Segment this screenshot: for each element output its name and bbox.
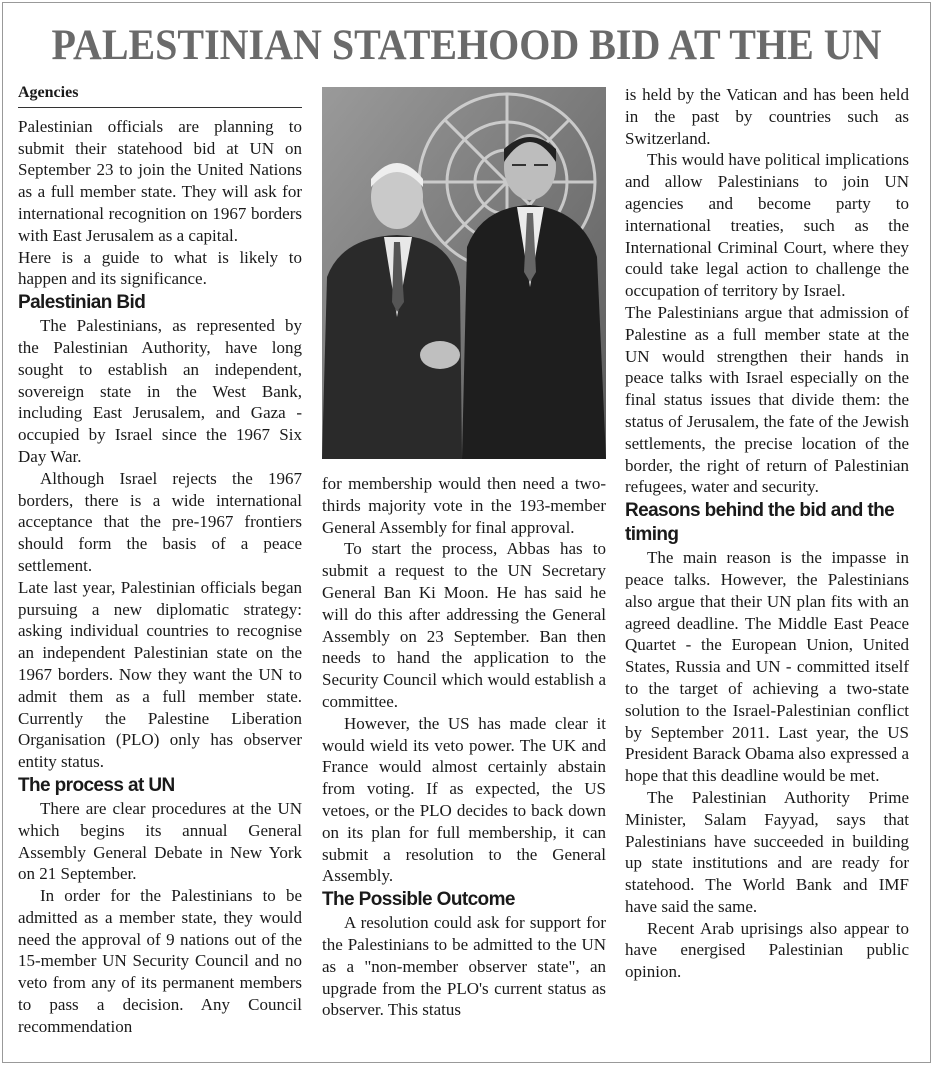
byline: Agencies [18,82,302,108]
paragraph: The main reason is the impasse in peace talks. However, the Palestinians also argue that their UN plan fits with an agreed deadline. The Middle East Peace Quartet - the European Union, United States, Russia and UN - committed itself to the target of achieving a two-state solution to the Israel-Palestinian conflict by September 2011. Last year, the US President Barack Obama also expressed a hope that this deadline would be met. [625,548,909,786]
subheading: The Possible Outcome [322,889,515,911]
paragraph: The Palestinians, as represented by the Palestinian Authority, have long sought to establish an independent, sovereign state in the West Bank, including East Jerusalem, and Gaza - occupied by Israel since the 1967 Six Day War. [18,316,302,466]
paragraph: In order for the Palestinians to be admitted as a member state, they would need the approval of 9 nations out of the 15-member UN Security Council and no veto from any of its permanent members to pass a decision. Any Council recommendation [18,886,302,1036]
column-3 [625,84,909,983]
handshake [420,341,460,369]
paragraph: Palestinian officials are planning to submit their statehood bid at UN on September 23 to join the United Nations as a full member state. They will ask for international recognition on 1967 borders with East Jerusalem as a capital. [18,116,302,245]
subheading: The process at UN [18,774,175,796]
paragraph: The Palestinians argue that admission of Palestine as a full member state at the UN would strengthen their hands in peace talks with Israel especially on the final status issues that divide them: the status of Jerusalem, the fate of the Jewish settlements, the precise location of the border, the right of return of Palestinian refugees, water and security. [625,302,909,497]
paragraph: for membership would then need a two-thirds majority vote in the 193-member General Assembly for final approval. [322,474,606,537]
paragraph: A resolution could ask for support for the Palestinians to be admitted to the UN as a "non-member observer state", an upgrade from the PLO's current status as observer. This status [322,913,606,1020]
paragraph: Although Israel rejects the 1967 borders, there is a wide international acceptance that the pre-1967 frontiers should form the basis of a peace settlement. [18,468,302,575]
paragraph: This would have political implications and allow Palestinians to join UN agencies and become party to international treaties, such as the International Criminal Court, where they could take legal action to challenge the occupation of territory by Israel. [625,150,909,301]
headline: PALESTINIAN STATEHOOD BID AT THE UN [51,22,882,69]
column-2 [322,473,606,1021]
paragraph: There are clear procedures at the UN which begins its annual General Assembly General Debate in New York on 21 September. [18,798,302,884]
paragraph: is held by the Vatican and has been held in the past by countries such as Switzerland. [625,85,909,148]
paragraph: However, the US has made clear it would wield its veto power. The UK and France would almost certainly abstain from voting. If as expected, the US vetoes, or the PLO decides to back down on its plan for full membership, it can submit a resolution to the General Assembly. [322,713,606,886]
column-1 [18,82,302,1038]
subheading: Reasons behind the bid and the timing [625,500,895,546]
paragraph: The Palestinian Authority Prime Minister, Salam Fayyad, says that Palestinians have succeeded in building up state institutions and are ready for statehood. The World Bank and IMF have said the same. [625,787,909,916]
paragraph: Late last year, Palestinian officials began pursuing a new diplomatic strategy: asking individual countries to recognise an independent Palestinian state on the 1967 borders. Now they want the UN to admit them as a full member state. Currently the Palestine Liberation Organisation (PLO) only has observer entity status. [18,577,302,772]
paragraph: Recent Arab uprisings also appear to have energised Palestinian public opinion. [625,918,909,982]
photo-handshake [322,87,606,459]
subheading: Palestinian Bid [18,292,146,314]
paragraph: Here is a guide to what is likely to happen and its significance. [18,247,302,289]
paragraph: To start the process, Abbas has to submit a request to the UN Secretary General Ban Ki Moon. He has said he will do this after addressing the General Assembly on 23 September. Ban then needs to hand the application to the Security Council which would establish a committee. [322,539,606,711]
